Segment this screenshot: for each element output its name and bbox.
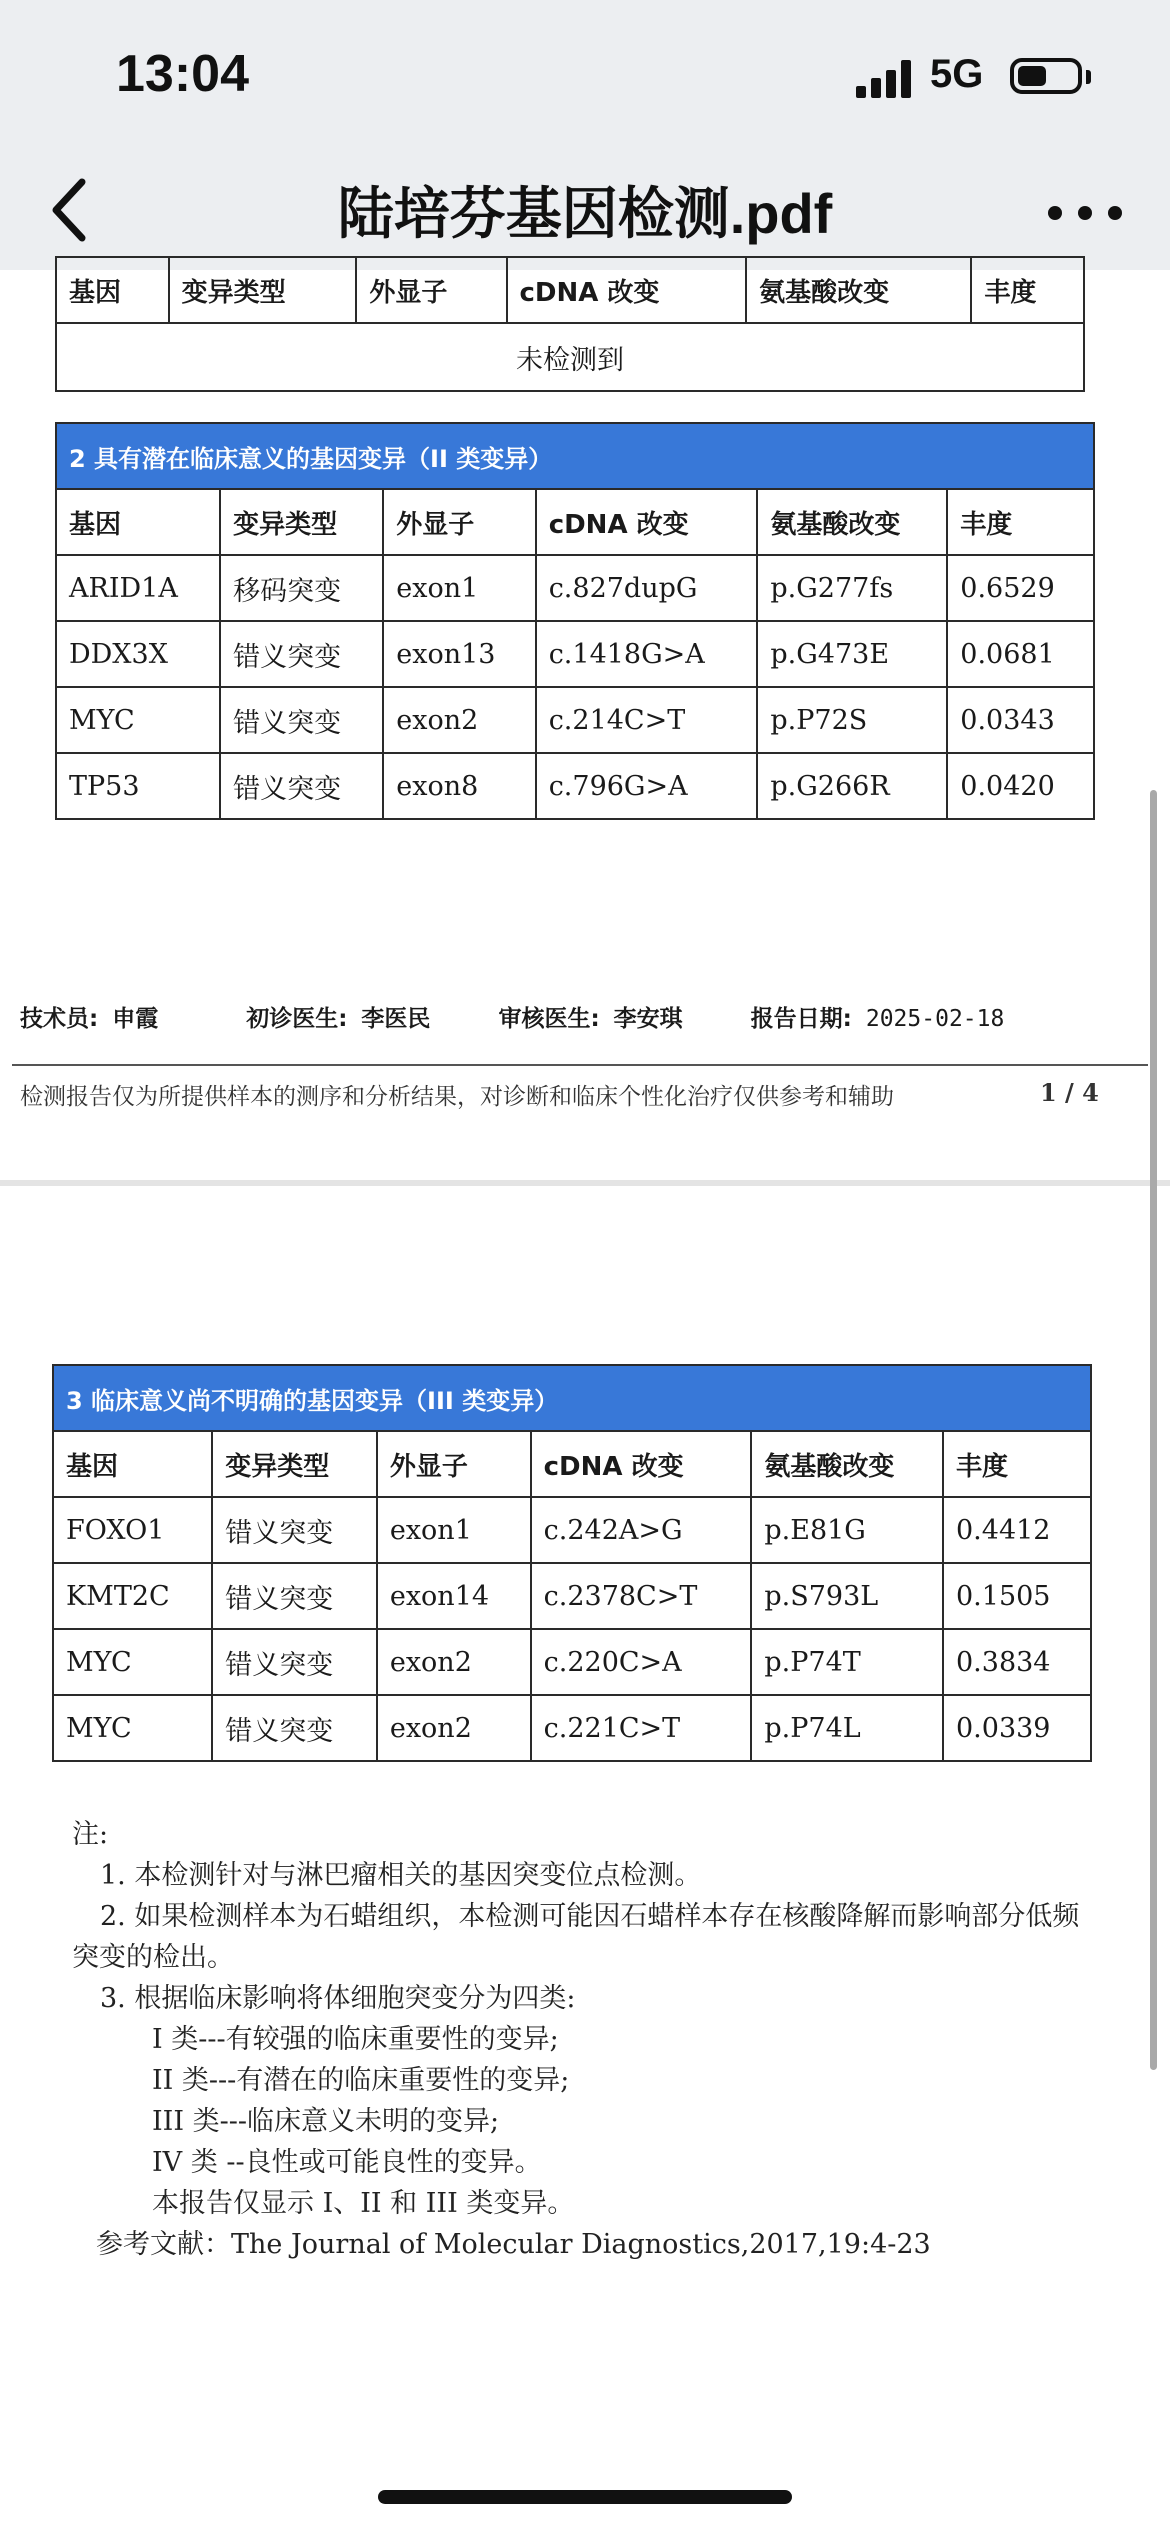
note-item: 1. 本检测针对与淋巴瘤相关的基因突变位点检测。	[100, 1860, 702, 1891]
note-class: II 类---有潜在的临床重要性的变异;	[152, 2065, 570, 2096]
table-row	[56, 753, 1094, 819]
cell-exon: exon2	[383, 687, 535, 753]
date-value: 2025-02-18	[865, 1006, 1005, 1032]
cell-type: 错义突变	[212, 1695, 377, 1761]
col-header: 外显子	[356, 257, 506, 323]
footer-disclaimer: 检测报告仅为所提供样本的测序和分析结果，对诊断和临床个性化治疗仅供参考和辅助	[20, 1084, 894, 1110]
notes-block	[72, 1814, 1079, 2265]
cell-aa: p.G266R	[757, 753, 947, 819]
footer-divider	[12, 1064, 1148, 1066]
note-item: 3. 根据临床影响将体细胞突变分为四类:	[100, 1983, 576, 2014]
reviewer-label: 审核医生:	[498, 1006, 600, 1032]
cell-abundance: 0.4412	[943, 1497, 1091, 1563]
cell-gene: MYC	[53, 1695, 212, 1761]
cell-type: 移码突变	[220, 555, 383, 621]
date-label: 报告日期:	[750, 1006, 852, 1032]
status-bar	[0, 0, 1170, 150]
notes-label: 注:	[72, 1819, 109, 1850]
cell-type: 错义突变	[220, 753, 383, 819]
cell-aa: p.S793L	[751, 1563, 943, 1629]
col-header: 氨基酸改变	[751, 1431, 943, 1497]
note-item-continued: 突变的检出。	[72, 1942, 234, 1973]
cell-abundance: 0.0339	[943, 1695, 1091, 1761]
col-header: 丰度	[947, 489, 1094, 555]
col-header: 基因	[56, 257, 169, 323]
cell-abundance: 0.0343	[947, 687, 1094, 753]
cell-cdna: c.220C>A	[531, 1629, 752, 1695]
pdf-page-1[interactable]	[0, 270, 1170, 1180]
cell-cdna: c.2378C>T	[531, 1563, 752, 1629]
table-top-partial	[55, 256, 1085, 392]
table-row	[56, 687, 1094, 753]
cell-cdna: c.221C>T	[531, 1695, 752, 1761]
cell-exon: exon1	[383, 555, 535, 621]
cell-abundance: 0.1505	[943, 1563, 1091, 1629]
col-header: 丰度	[971, 257, 1084, 323]
network-type: 5G	[930, 52, 984, 96]
col-header: 氨基酸改变	[757, 489, 947, 555]
doctor-label: 初诊医生:	[246, 1006, 348, 1032]
cell-abundance: 0.0420	[947, 753, 1094, 819]
cell-aa: p.G277fs	[757, 555, 947, 621]
col-header: 基因	[56, 489, 220, 555]
empty-result: 未检测到	[56, 323, 1084, 391]
more-button[interactable]	[1040, 180, 1130, 240]
cell-gene: MYC	[53, 1629, 212, 1695]
section-3-title: 3 临床意义尚不明确的基因变异（III 类变异）	[53, 1365, 1091, 1431]
cell-exon: exon2	[377, 1695, 531, 1761]
battery-tip	[1086, 70, 1091, 84]
cell-type: 错义突变	[220, 621, 383, 687]
tech-label: 技术员:	[20, 1006, 99, 1032]
table-row	[56, 621, 1094, 687]
clock: 13:04	[116, 45, 249, 103]
table-row	[53, 1497, 1091, 1563]
cell-abundance: 0.0681	[947, 621, 1094, 687]
more-icon	[1048, 206, 1062, 220]
cell-cdna: c.1418G>A	[536, 621, 758, 687]
table-row	[53, 1563, 1091, 1629]
cell-aa: p.P74L	[751, 1695, 943, 1761]
cell-exon: exon2	[377, 1629, 531, 1695]
col-header: 外显子	[377, 1431, 531, 1497]
document-title: 陆培芬基因检测.pdf	[337, 182, 833, 245]
cell-aa: p.G473E	[757, 621, 947, 687]
col-header: 基因	[53, 1431, 212, 1497]
signature-line	[20, 1000, 1004, 1033]
col-header: 变异类型	[169, 257, 357, 323]
cell-type: 错义突变	[212, 1629, 377, 1695]
cell-abundance: 0.6529	[947, 555, 1094, 621]
section-2-title: 2 具有潜在临床意义的基因变异（II 类变异）	[56, 423, 1094, 489]
nav-bar	[0, 150, 1170, 270]
cell-aa: p.P74T	[751, 1629, 943, 1695]
col-header: 变异类型	[212, 1431, 377, 1497]
col-header: 变异类型	[220, 489, 383, 555]
cell-gene: ARID1A	[56, 555, 220, 621]
reference: 参考文献：The Journal of Molecular Diagnostics,2017,19:4-23	[96, 2229, 931, 2260]
table-section-3	[52, 1364, 1092, 1762]
cell-aa: p.E81G	[751, 1497, 943, 1563]
reviewer-value: 李安琪	[613, 1006, 683, 1032]
note-class: I 类---有较强的临床重要性的变异;	[152, 2024, 559, 2055]
cell-exon: exon14	[377, 1563, 531, 1629]
tech-value: 申霞	[112, 1006, 159, 1032]
pdf-page-2[interactable]	[0, 1186, 1170, 2532]
cell-gene: DDX3X	[56, 621, 220, 687]
cell-gene: KMT2C	[53, 1563, 212, 1629]
battery-icon	[1010, 58, 1082, 94]
cell-gene: TP53	[56, 753, 220, 819]
col-header: cDNA 改变	[507, 257, 747, 323]
cell-aa: p.P72S	[757, 687, 947, 753]
table-row	[53, 1695, 1091, 1761]
col-header: cDNA 改变	[531, 1431, 752, 1497]
note-class: IV 类 --良性或可能良性的变异。	[152, 2147, 542, 2178]
page-number: 1 / 4	[1040, 1078, 1099, 1107]
col-header: 氨基酸改变	[746, 257, 971, 323]
signal-icon	[856, 58, 914, 98]
cell-type: 错义突变	[220, 687, 383, 753]
cell-cdna: c.242A>G	[531, 1497, 752, 1563]
col-header: 丰度	[943, 1431, 1091, 1497]
cell-cdna: c.214C>T	[536, 687, 758, 753]
note-item: 2. 如果检测样本为石蜡组织，本检测可能因石蜡样本存在核酸降解而影响部分低频	[100, 1901, 1080, 1932]
cell-exon: exon1	[377, 1497, 531, 1563]
table-row	[53, 1629, 1091, 1695]
cell-exon: exon13	[383, 621, 535, 687]
cell-cdna: c.827dupG	[536, 555, 758, 621]
cell-abundance: 0.3834	[943, 1629, 1091, 1695]
cell-type: 错义突变	[212, 1497, 377, 1563]
cell-exon: exon8	[383, 753, 535, 819]
table-row	[56, 555, 1094, 621]
doctor-value: 李医民	[361, 1006, 431, 1032]
col-header: cDNA 改变	[536, 489, 758, 555]
cell-cdna: c.796G>A	[536, 753, 758, 819]
cell-gene: FOXO1	[53, 1497, 212, 1563]
cell-type: 错义突变	[212, 1563, 377, 1629]
home-indicator[interactable]	[378, 2490, 792, 2504]
col-header: 外显子	[383, 489, 535, 555]
note-class: III 类---临床意义未明的变异;	[152, 2106, 500, 2137]
note-class: 本报告仅显示 I、II 和 III 类变异。	[152, 2188, 575, 2219]
table-section-2	[55, 422, 1095, 820]
cell-gene: MYC	[56, 687, 220, 753]
scrollbar[interactable]	[1150, 790, 1157, 2070]
